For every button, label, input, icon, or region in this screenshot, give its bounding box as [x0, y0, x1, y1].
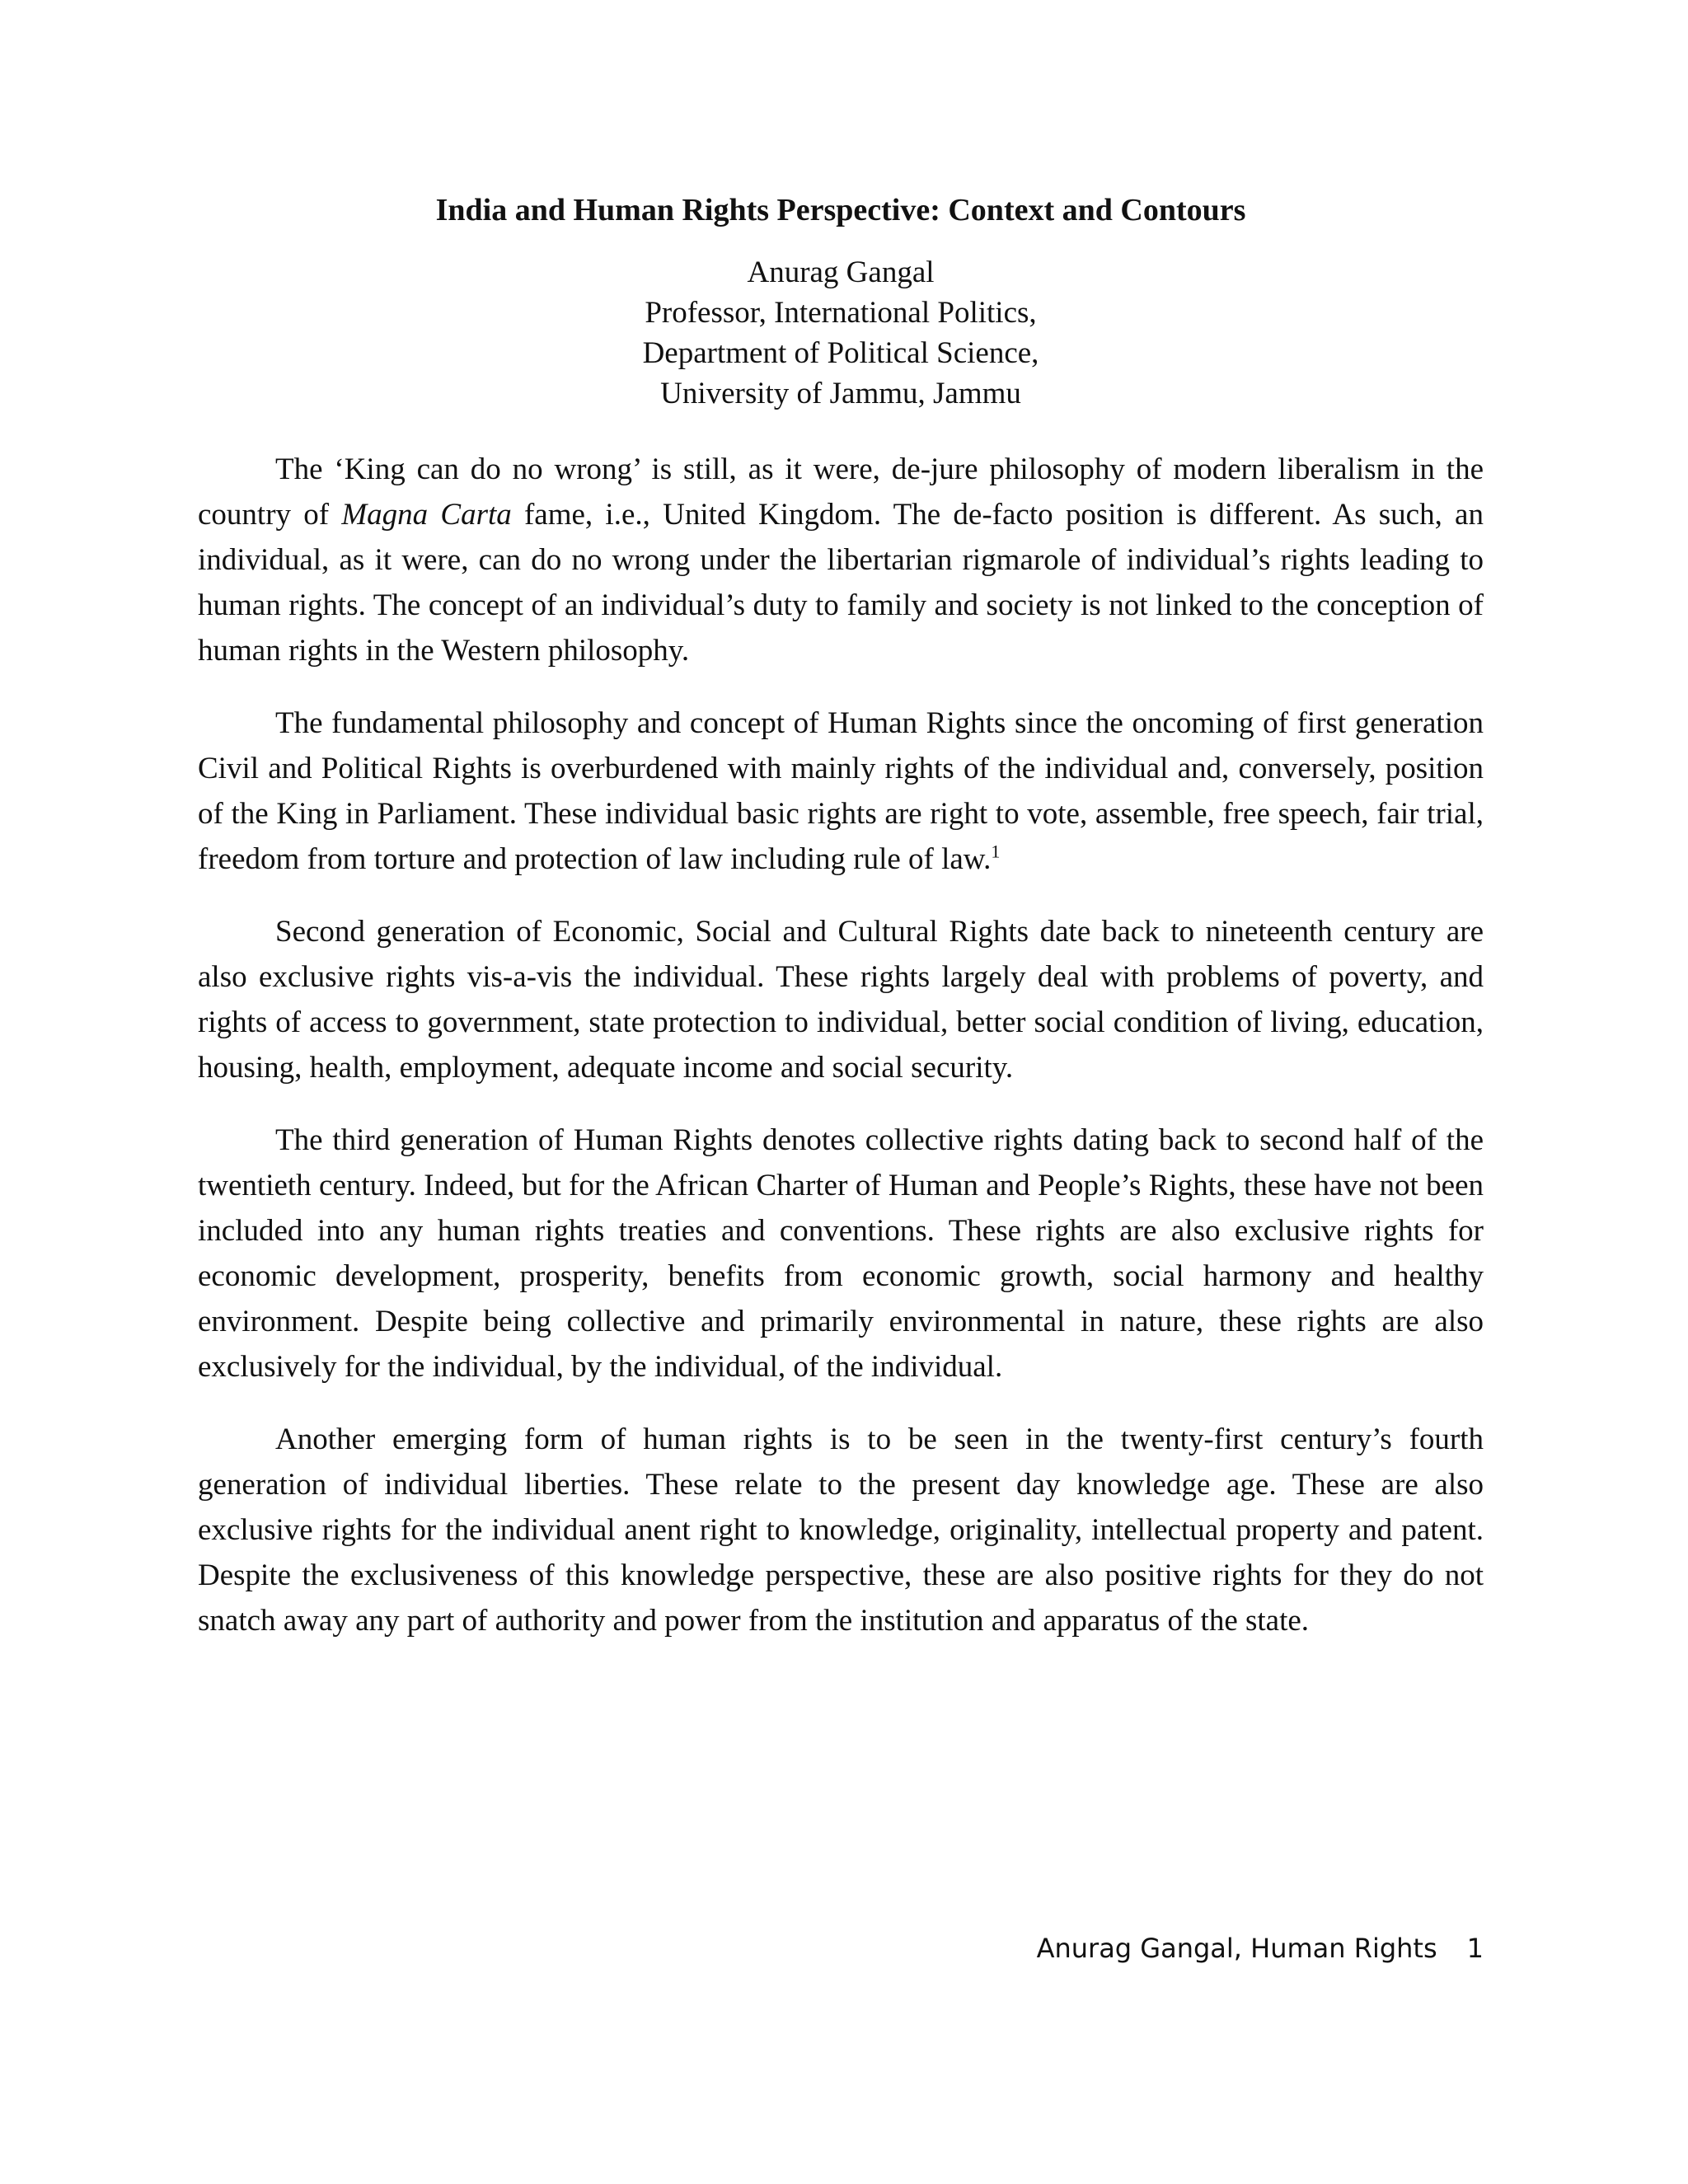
paragraph-5: Another emerging form of human rights is to be seen in the twenty-first century’s fourth generation of individual liberties. These relate to the present day knowledge age. These are also exclusive rights for the individual anent right to knowledge, originality, intellectual property and patent. Despite the exclusiveness of this knowledge perspective, these are also positive rights for they do not snatch away any part of authority and power from the institution and apparatus of the state.	[198, 1422, 1484, 1638]
footer-label: Anurag Gangal, Human Rights	[1036, 1933, 1437, 1964]
page-number: 1	[1466, 1933, 1484, 1964]
author-department: Department of Political Science,	[642, 336, 1039, 370]
author-name: Anurag Gangal	[747, 255, 935, 289]
author-university: University of Jammu, Jammu	[660, 377, 1021, 410]
paragraph-4: The third generation of Human Rights denotes collective rights dating back to second half of the twentieth century. Indeed, but for the African Charter of Human and People’s Rights, these have not been included into any human rights treaties and conventions. These rights are also exclusive rights for economic development, prosperity, benefits from economic growth, social harmony and healthy environment. Despite being collective and primarily environmental in nature, these rights are also exclusively for the individual, by the individual, of the individual.	[198, 1123, 1484, 1384]
paragraph-1-text-b: fame, i.e., United Kingdom. The de-facto position is different. As such, an individual, as it were, can do no wrong under the libertarian rigmarole of individual’s rights leading to human rights. The concept of an individual’s duty to family and society is not linked to the conception of human rights in the Western philosophy.	[198, 498, 1484, 668]
paragraph-1	[198, 447, 1484, 673]
document-page	[198, 190, 1484, 1671]
paragraph-2	[198, 701, 1484, 882]
author-position: Professor, International Politics,	[645, 296, 1037, 330]
paragraph-1-text-a: The ‘King can do no wrong’ is still, as it were, de-jure philosophy of modern liberalism in the country of	[198, 452, 1484, 532]
footnote-marker: 1	[991, 841, 1001, 862]
paragraph-2-text: The fundamental philosophy and concept of Human Rights since the oncoming of first generation Civil and Political Rights is overburdened with mainly rights of the individual and, conversely, position of the King in Parliament. These individual basic rights are right to vote, assemble, free speech, fair trial, freedom from torture and protection of law including rule of law.	[198, 706, 1484, 876]
paragraph-3: Second generation of Economic, Social and Cultural Rights date back to nineteenth century are also exclusive rights vis-a-vis the individual. These rights largely deal with problems of poverty, and rights of access to government, state protection to individual, better social condition of living, education, housing, health, employment, adequate income and social security.	[198, 915, 1484, 1085]
author-block	[198, 252, 1484, 414]
document-title: India and Human Rights Perspective: Context and Contours	[435, 193, 1246, 227]
page-footer	[1037, 1932, 1484, 1965]
paragraph-1-italic: Magna Carta	[341, 498, 512, 532]
